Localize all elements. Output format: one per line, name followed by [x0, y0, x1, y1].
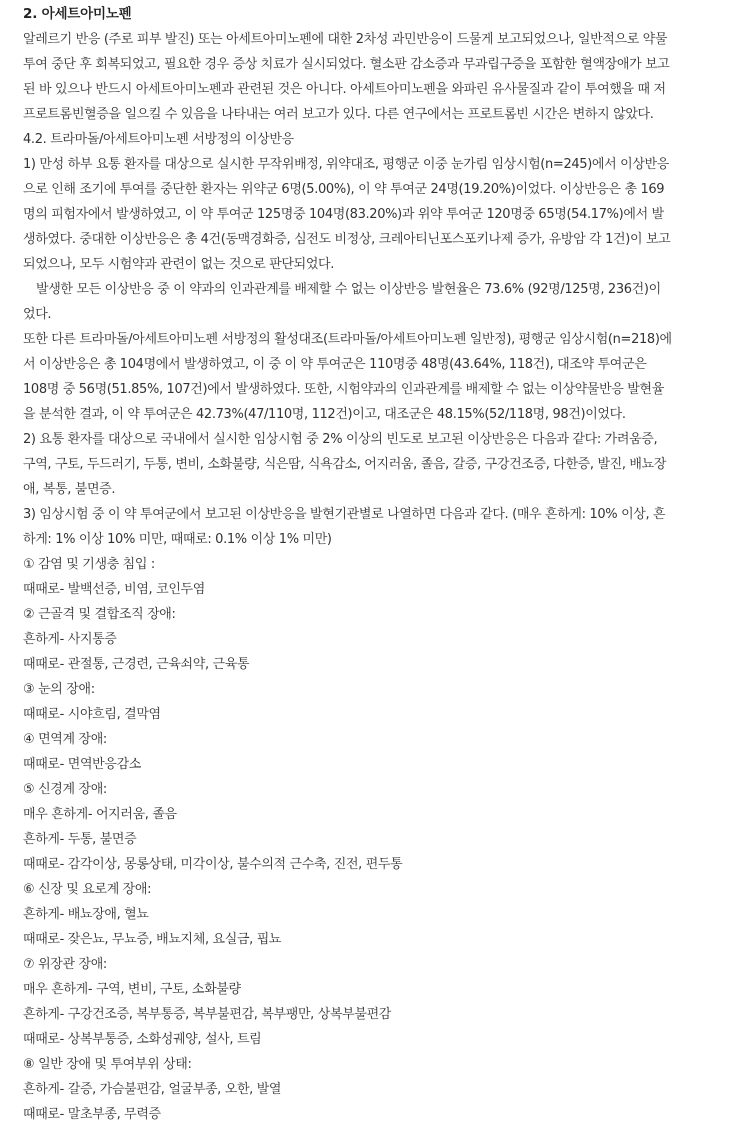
text-line: 흔하게- 갈증, 가슴불편감, 얼굴부종, 오한, 발열: [23, 1082, 282, 1097]
text-line: ① 감염 및 기생충 침입 :: [23, 557, 155, 572]
text-line: 매우 흔하게- 어지러움, 졸음: [23, 807, 177, 822]
text-line: 또한 다른 트라마돌/아세트아미노펜 서방정의 활성대조(트라마돌/아세트아미노펜 일반정), 평행군 임상시험(n=218)에: [23, 332, 672, 347]
text-line: ⑧ 일반 장애 및 투여부위 상태:: [23, 1057, 192, 1072]
text-line: ② 근골격 및 결합조직 장애:: [23, 607, 176, 622]
text-line: 투여 중단 후 회복되었고, 필요한 경우 증상 치료가 실시되었다. 혈소판 감소증과 무과립구증을 포함한 혈액장애가 보고: [23, 57, 670, 72]
text-line: 명의 피험자에서 발생하였고, 이 약 투여군 125명중 104명(83.20%)과 위약 투여군 120명중 65명(54.17%)에서 발: [23, 207, 664, 222]
text-line: 흔하게- 구강건조증, 복부통증, 복부불편감, 복부팽만, 상복부불편감: [23, 1007, 391, 1022]
text-line: 애, 복통, 불면증.: [23, 482, 116, 497]
document-body: [23, 27, 731, 1127]
text-line: 을 분석한 결과, 이 약 투여군은 42.73%(47/110명, 112건)이고, 대조군은 48.15%(52/118명, 98건)이었다.: [23, 407, 626, 422]
text-line: 때때로- 면역반응감소: [23, 757, 141, 772]
text-line: 때때로- 감각이상, 몽롱상태, 미각이상, 불수의적 근수축, 진전, 편두통: [23, 857, 403, 872]
text-line: 구역, 구토, 두드러기, 두통, 변비, 소화불량, 식은땀, 식욕감소, 어지러움, 졸음, 갈증, 구강건조증, 다한증, 발진, 배뇨장: [23, 457, 667, 472]
text-line: 하게: 1% 이상 10% 미만, 때때로: 0.1% 이상 1% 미만): [23, 532, 332, 547]
text-line: 흔하게- 배뇨장애, 혈뇨: [23, 907, 149, 922]
text-line: 때때로- 시야흐림, 결막염: [23, 707, 161, 722]
text-line: 때때로- 말초부종, 무력증: [23, 1107, 161, 1122]
text-line: 매우 흔하게- 구역, 변비, 구토, 소화불량: [23, 982, 241, 997]
text-line: 때때로- 관절통, 근경련, 근육쇠약, 근육통: [23, 657, 250, 672]
text-line: 생하였다. 중대한 이상반응은 총 4건(동맥경화증, 심전도 비정상, 크레아티닌포스포키나제 증가, 유방암 각 1건)이 보고: [23, 232, 671, 247]
section-title: 2. 아세트아미노펜: [23, 6, 132, 22]
text-line: 으로 인해 조기에 투여를 중단한 환자는 위약군 6명(5.00%), 이 약 투여군 24명(19.20%)이었다. 이상반응은 총 169: [23, 182, 665, 197]
text-line: ④ 면역계 장애:: [23, 732, 107, 747]
text-line: ⑥ 신장 및 요로계 장애:: [23, 882, 152, 897]
text-line: 었다.: [23, 307, 52, 322]
text-line: 되었으나, 모두 시험약과 관련이 없는 것으로 판단되었다.: [23, 257, 335, 272]
text-line: 1) 만성 하부 요통 환자를 대상으로 실시한 무작위배정, 위약대조, 평행군 이중 눈가림 임상시험(n=245)에서 이상반응: [23, 157, 669, 172]
text-line: 3) 임상시험 중 이 약 투여군에서 보고된 이상반응을 발현기관별로 나열하면 다음과 같다. (매우 흔하게: 10% 이상, 흔: [23, 507, 666, 522]
text-line: 때때로- 발백선증, 비염, 코인두염: [23, 582, 205, 597]
text-line: 흔하게- 두통, 불면증: [23, 832, 137, 847]
text-line: 2) 요통 환자를 대상으로 국내에서 실시한 임상시험 중 2% 이상의 빈도로 보고된 이상반응은 다음과 같다: 가려움증,: [23, 432, 658, 447]
text-line: 108명 중 56명(51.85%, 107건)에서 발생하였다. 또한, 시험약과의 인과관계를 배제할 수 없는 이상약물반응 발현율: [23, 382, 664, 397]
text-line: 때때로- 상복부통증, 소화성궤양, 설사, 트림: [23, 1032, 262, 1047]
text-line: 서 이상반응은 총 104명에서 발생하였고, 이 중 이 약 투여군은 110명중 48명(43.64%, 118건), 대조약 투여군은: [23, 357, 647, 372]
text-line: ⑦ 위장관 장애:: [23, 957, 107, 972]
text-line: ⑤ 신경계 장애:: [23, 782, 107, 797]
text-line: ③ 눈의 장애:: [23, 682, 95, 697]
text-line: 프로트롬빈혈증을 일으킬 수 있음을 나타내는 여러 보고가 있다. 다른 연구에서는 프로트롬빈 시간은 변하지 않았다.: [23, 107, 654, 122]
text-line: 4.2. 트라마돌/아세트아미노펜 서방정의 이상반응: [23, 132, 294, 147]
text-line: 때때로- 잦은뇨, 무뇨증, 배뇨지체, 요실금, 핍뇨: [23, 932, 282, 947]
text-line: 알레르기 반응 (주로 피부 발진) 또는 아세트아미노펜에 대한 2차성 과민반응이 드물게 보고되었으나, 일반적으로 약물: [23, 32, 668, 47]
text-line: 된 바 있으나 반드시 아세트아미노펜과 관련된 것은 아니다. 아세트아미노펜을 와파린 유사물질과 같이 투여했을 때 저: [23, 82, 666, 97]
text-line: 흔하게- 사지통증: [23, 632, 117, 647]
text-line: 발생한 모든 이상반응 중 이 약과의 인과관계를 배제할 수 없는 이상반응 발현율은 73.6% (92명/125명, 236건)이: [36, 282, 661, 297]
